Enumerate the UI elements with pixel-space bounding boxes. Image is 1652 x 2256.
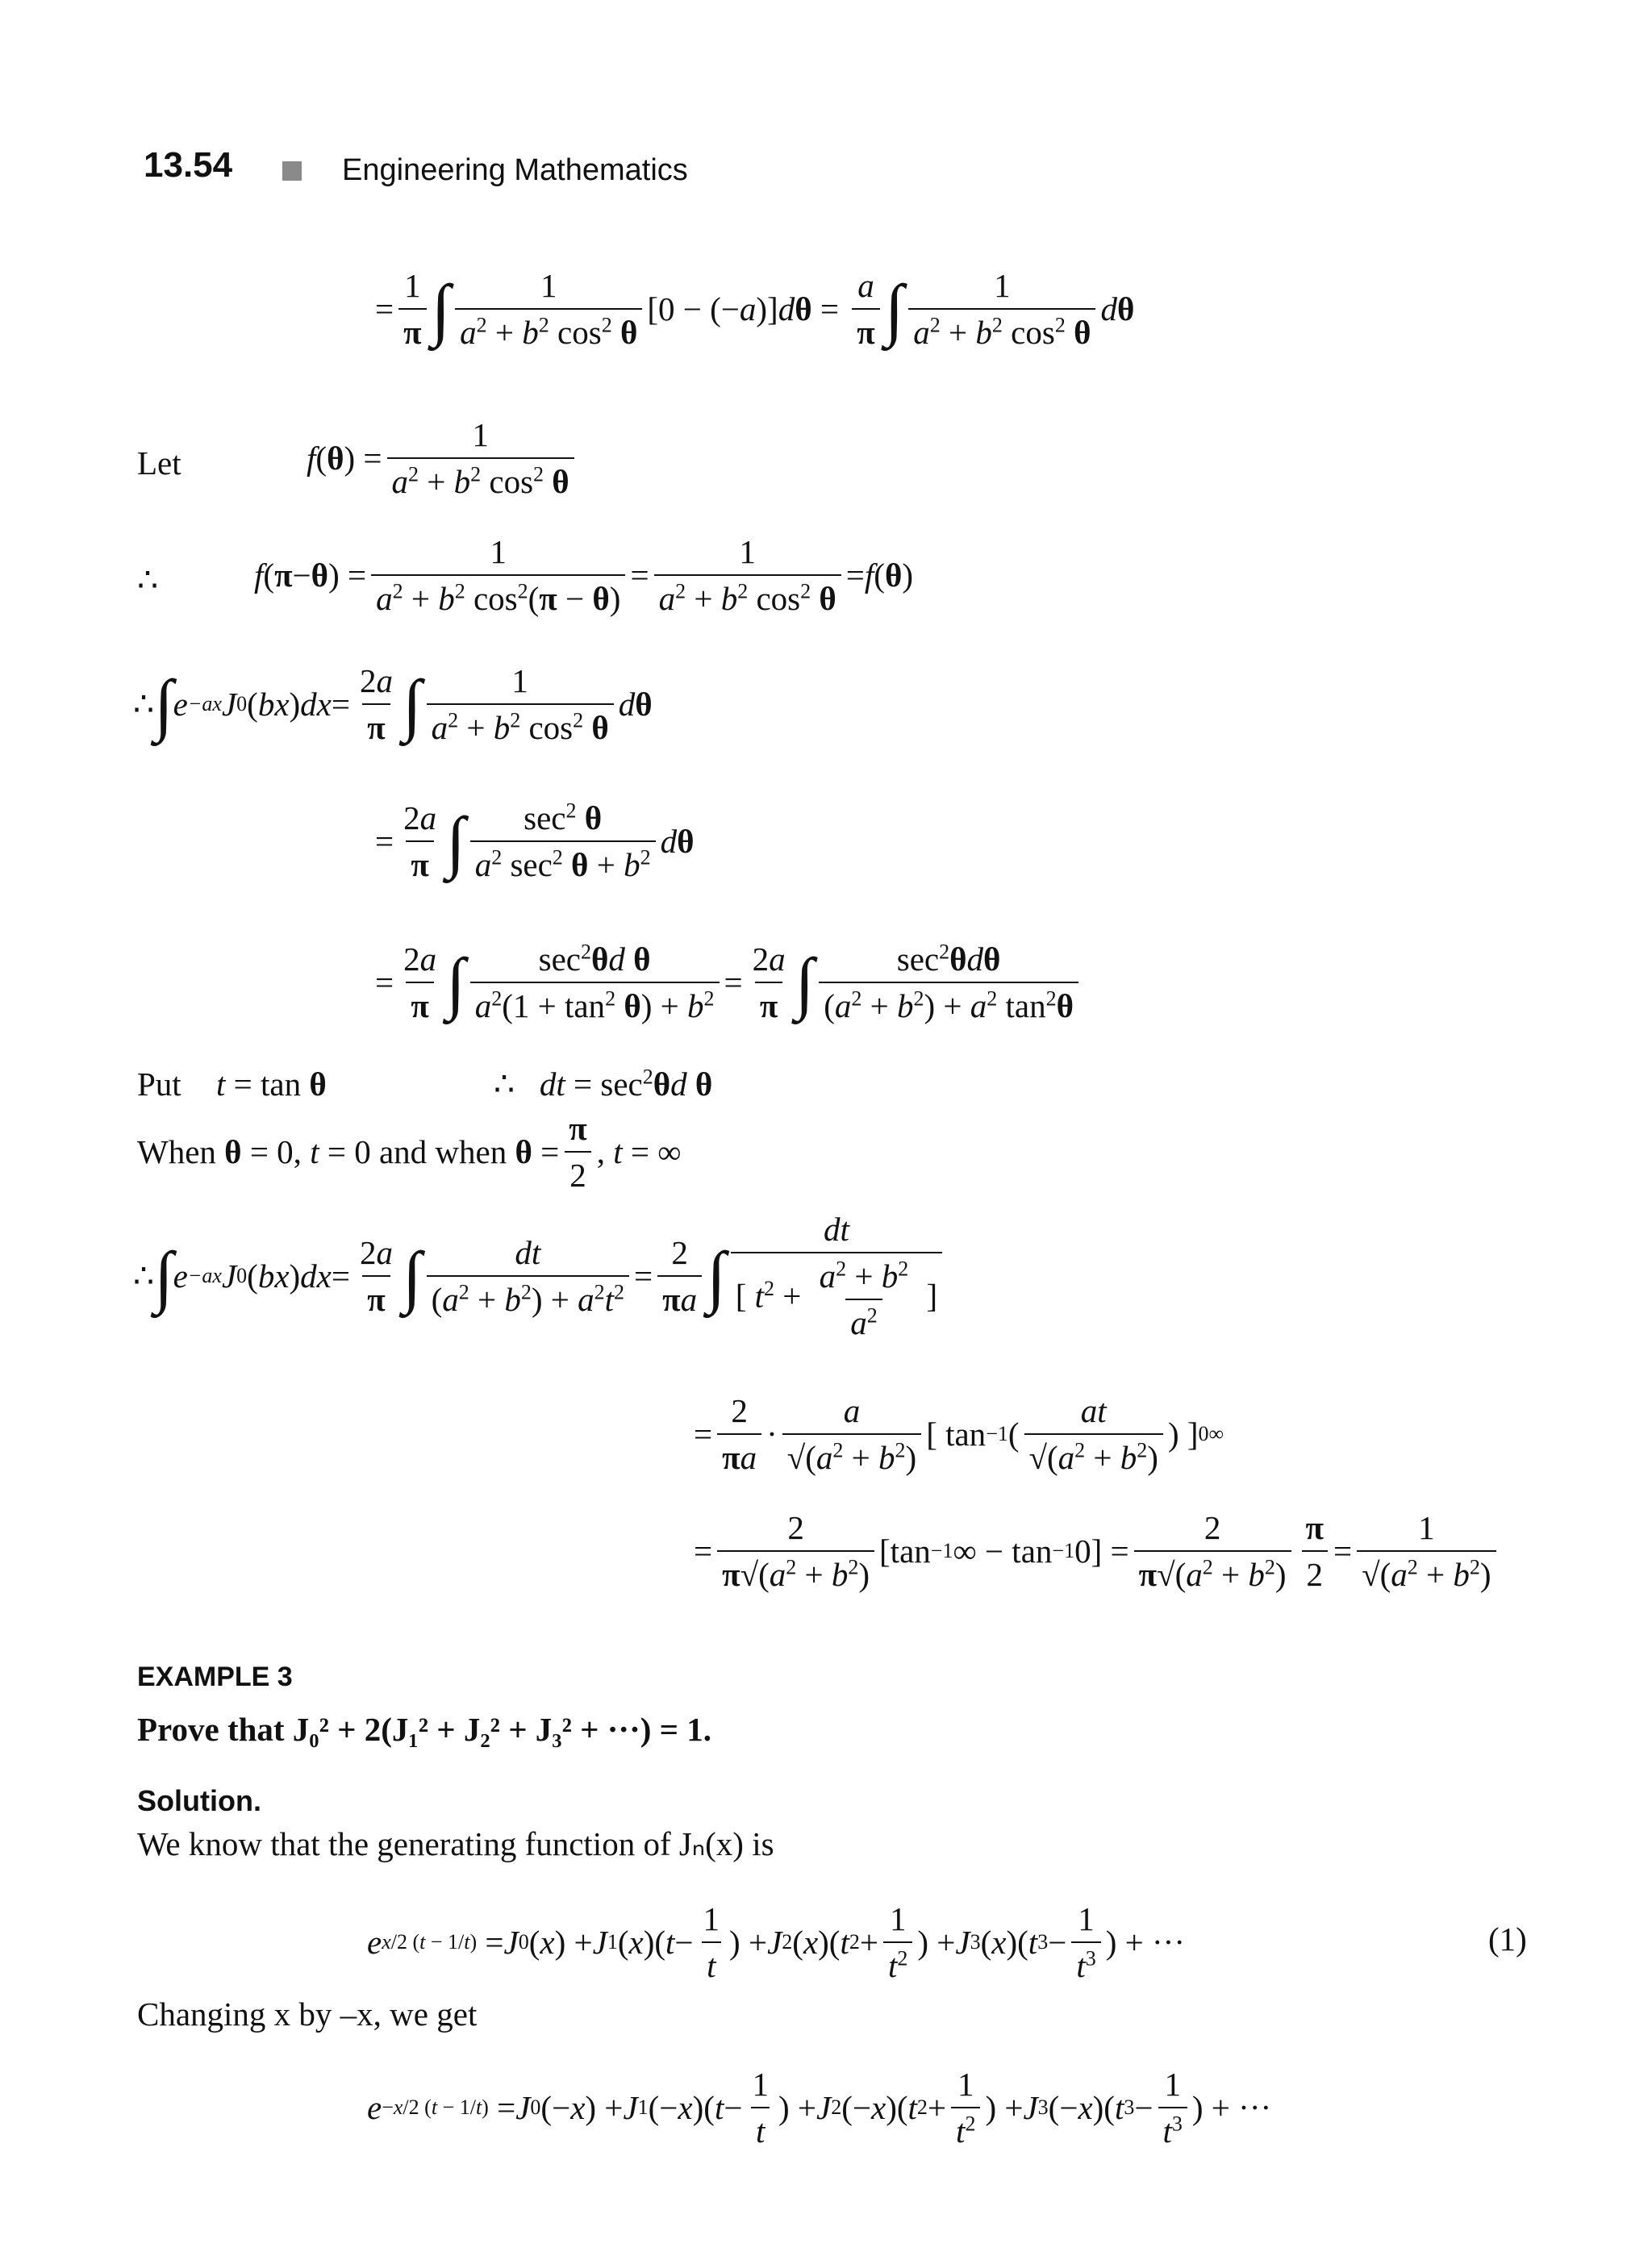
page-number: 13.54 bbox=[144, 145, 233, 185]
equation-step3: = $\frac{2a}{\pi}$ ∫ $\frac{\sec^2\theta d \theta}{a^2(1 + \tan^2 \theta) + b^2}$ = $\frac{2a}{\pi}$ ∫ $\frac{\sec^2\theta d\theta}{(a^2 + b^2) + a^2 \tan^2\theta}$ bbox=[375, 940, 1083, 1025]
generating-function-equation: e x/2 (t − 1/t) = J 0 ( x ) + J 1 ( x )( t − $\frac{1}{t}$ ) + J 2 ( x )( t 2 + $\frac{1}{t^2}$ ) + J 3 ( x )( t 3 − $\frac{1}{t^3}$ ) + ··· bbox=[367, 1900, 1185, 1984]
put-result: ∴ dt = $\sec^2\theta d$ θ bbox=[494, 1065, 713, 1103]
solution-intro: We know that the generating function of Jₙ(x) is bbox=[137, 1825, 774, 1862]
put-expression: t = tan θ bbox=[216, 1065, 327, 1103]
equation-step5: = $\frac{2}{\pi a}$ · $\frac{a}{√(a^2 + b^2)}$ [ tan −1 ( $\frac{at}{√(a^2 + b^2)}$ ) ] 0 ∞ bbox=[694, 1392, 1224, 1476]
equation-line1: = $\frac{1}{\pi}$ ∫ $\frac{1}{a^2 + b^2 \cos^2 \theta}$ [0 − (− a )] d θ = $\frac{a}{\pi}$ ∫ $\frac{1}{a^2 + b^2 \cos^2 \theta}$ d θ bbox=[375, 267, 1135, 351]
negated-generating-function-equation: e −x/2 (t − 1/t) = J 0 (− x ) + J 1 (− x )( t − $\frac{1}{t}$ ) + J 2 (− x )( t 2 + $\frac{1}{t^2}$ ) + J 3 (− x )( t 3 − $\frac{1}{t^3}$ ) + ··· bbox=[367, 2066, 1272, 2150]
example-statement: Prove that J₀² + 2(J₁² + J₂² + J₃² + ···) = 1. bbox=[137, 1711, 712, 1748]
symmetry-expression: f ( π − θ ) = $\frac{1}{a^2 + b^2 \cos^2(\pi - \theta)}$ = $\frac{1}{a^2 + b^2 \cos^2 \theta}$ = f ( θ ) bbox=[254, 533, 913, 617]
equation-step4: ∴ ∫ e −ax J 0 ( bx ) dx = $\frac{2a}{\pi}$ ∫ $\frac{dt}{(a^2 + b^2) + a^2t^2}$ = $\frac{2}{\pi a}$ ∫ dt [ $t^2$ + $\frac{a^2 + b^2}{a^2}$ ] bbox=[133, 1210, 947, 1342]
header-square-icon bbox=[282, 161, 302, 181]
let-label: Let bbox=[137, 444, 181, 482]
when-text: When θ = 0, t = 0 and when θ = $\frac{\pi}{2}$ , t = ∞ bbox=[137, 1110, 682, 1194]
put-label: Put bbox=[137, 1065, 181, 1103]
therefore-symbol: ∴ bbox=[137, 561, 159, 598]
solution-label: Solution. bbox=[137, 1784, 261, 1817]
changing-text: Changing x by –x, we get bbox=[137, 1995, 478, 2033]
equation-number: (1) bbox=[1488, 1920, 1527, 1958]
book-title: Engineering Mathematics bbox=[342, 153, 688, 187]
equation-step2: = $\frac{2a}{\pi}$ ∫ $\frac{\sec^2 \theta}{a^2 \sec^2 \theta + b^2}$ d θ bbox=[375, 799, 695, 883]
let-expression: f ( θ ) = $\frac{1}{a^2 + b^2 \cos^2 \theta}$ bbox=[307, 415, 579, 501]
example-heading: EXAMPLE 3 bbox=[137, 1662, 293, 1692]
eq2-source bbox=[0, 0, 1, 1]
equation-step1: ∴ ∫ e −ax J 0 ( bx ) dx = $\frac{2a}{\pi}$ ∫ $\frac{1}{a^2 + b^2 \cos^2 \theta}$ d θ bbox=[133, 662, 653, 746]
equation-step6: = $\frac{2}{\pi√(a^2 + b^2)}$ [tan −1 ∞ − tan −1 0] = $\frac{2}{\pi√(a^2 + b^2)}$ $\frac{\pi}{2}$ = $\frac{1}{√(a^2 + b^2)}$ bbox=[694, 1508, 1501, 1594]
